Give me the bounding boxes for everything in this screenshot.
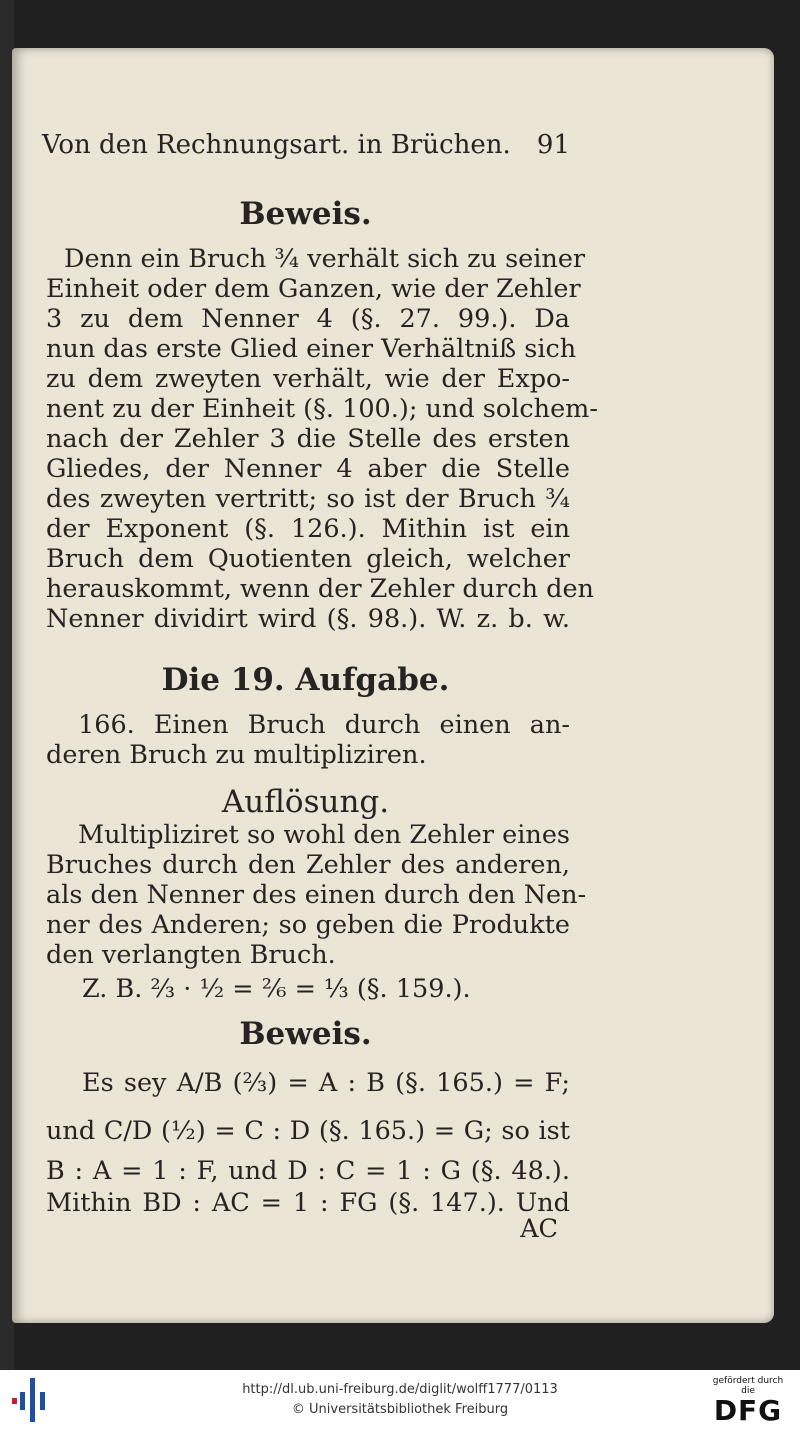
book-page	[12, 48, 774, 1323]
heading-beweis-2: Beweis.	[239, 1016, 372, 1052]
text-line: als den Nenner des einen durch den Nen-	[46, 880, 587, 910]
text-line: des zweyten vertritt; so ist der Bruch ¾	[46, 484, 570, 514]
text-line: ner des Anderen; so geben die Produkte	[46, 910, 570, 940]
text-line: 3 zu dem Nenner 4 (§. 27. 99.). Da	[46, 304, 570, 334]
heading-aufgabe: Die 19. Aufgabe.	[161, 662, 450, 698]
dfg-tagline: gefördert durch die	[712, 1376, 784, 1396]
text-line: Bruches durch den Zehler des anderen,	[46, 850, 570, 880]
permalink-url[interactable]: http://dl.ub.uni-freiburg.de/diglit/wolff1777/0113	[242, 1382, 558, 1397]
catchword: AC	[520, 1214, 558, 1244]
text-line: nach der Zehler 3 die Stelle des ersten	[46, 424, 570, 454]
copyright-notice: © Universitätsbibliothek Freiburg	[291, 1402, 509, 1417]
dfg-wordmark: DFG	[713, 1394, 783, 1427]
viewer-footer	[0, 1370, 800, 1429]
text-line: deren Bruch zu multipliziren.	[46, 740, 427, 770]
text-line: nun das erste Glied einer Verhältniß sich	[46, 334, 577, 364]
text-line: Denn ein Bruch ¾ verhält sich zu seiner	[64, 244, 586, 274]
text-line: Multipliziret so wohl den Zehler eines	[78, 820, 570, 850]
formula-line: B : A = 1 : F, und D : C = 1 : G (§. 48.).	[46, 1156, 570, 1186]
heading-aufloesung: Auflösung.	[221, 784, 390, 820]
formula-line: Es sey A/B (⅔) = A : B (§. 165.) = F;	[82, 1068, 570, 1098]
text-line: der Exponent (§. 126.). Mithin ist ein	[46, 514, 570, 544]
running-head-title: Von den Rechnungsart. in Brüchen.	[42, 130, 511, 160]
page-number: 91	[536, 130, 570, 160]
running-head	[42, 130, 570, 160]
text-line: den verlangten Bruch.	[46, 940, 336, 970]
formula-line: und C/D (½) = C : D (§. 165.) = G; so ist	[46, 1116, 570, 1146]
example-line: Z. B. ⅔ · ½ = ²⁄₆ = ⅓ (§. 159.).	[82, 974, 471, 1004]
text-line: Einheit oder dem Ganzen, wie der Zehler	[46, 274, 581, 304]
page-text-block	[38, 48, 598, 1323]
dfg-logo	[706, 1376, 790, 1426]
text-line: Nenner dividirt wird (§. 98.). W. z. b. w.	[46, 604, 570, 634]
text-line: Bruch dem Quotienten gleich, welcher	[46, 544, 570, 574]
text-line: Gliedes, der Nenner 4 aber die Stelle	[46, 454, 570, 484]
text-line: herauskommt, wenn der Zehler durch den	[46, 574, 594, 604]
heading-beweis-1: Beweis.	[239, 196, 372, 232]
text-line: nent zu der Einheit (§. 100.); und solchem-	[46, 394, 598, 424]
text-line: zu dem zweyten verhält, wie der Expo-	[46, 364, 570, 394]
text-line: 166. Einen Bruch durch einen an-	[78, 710, 570, 740]
formula-line: Mithin BD : AC = 1 : FG (§. 147.). Und	[46, 1188, 570, 1218]
